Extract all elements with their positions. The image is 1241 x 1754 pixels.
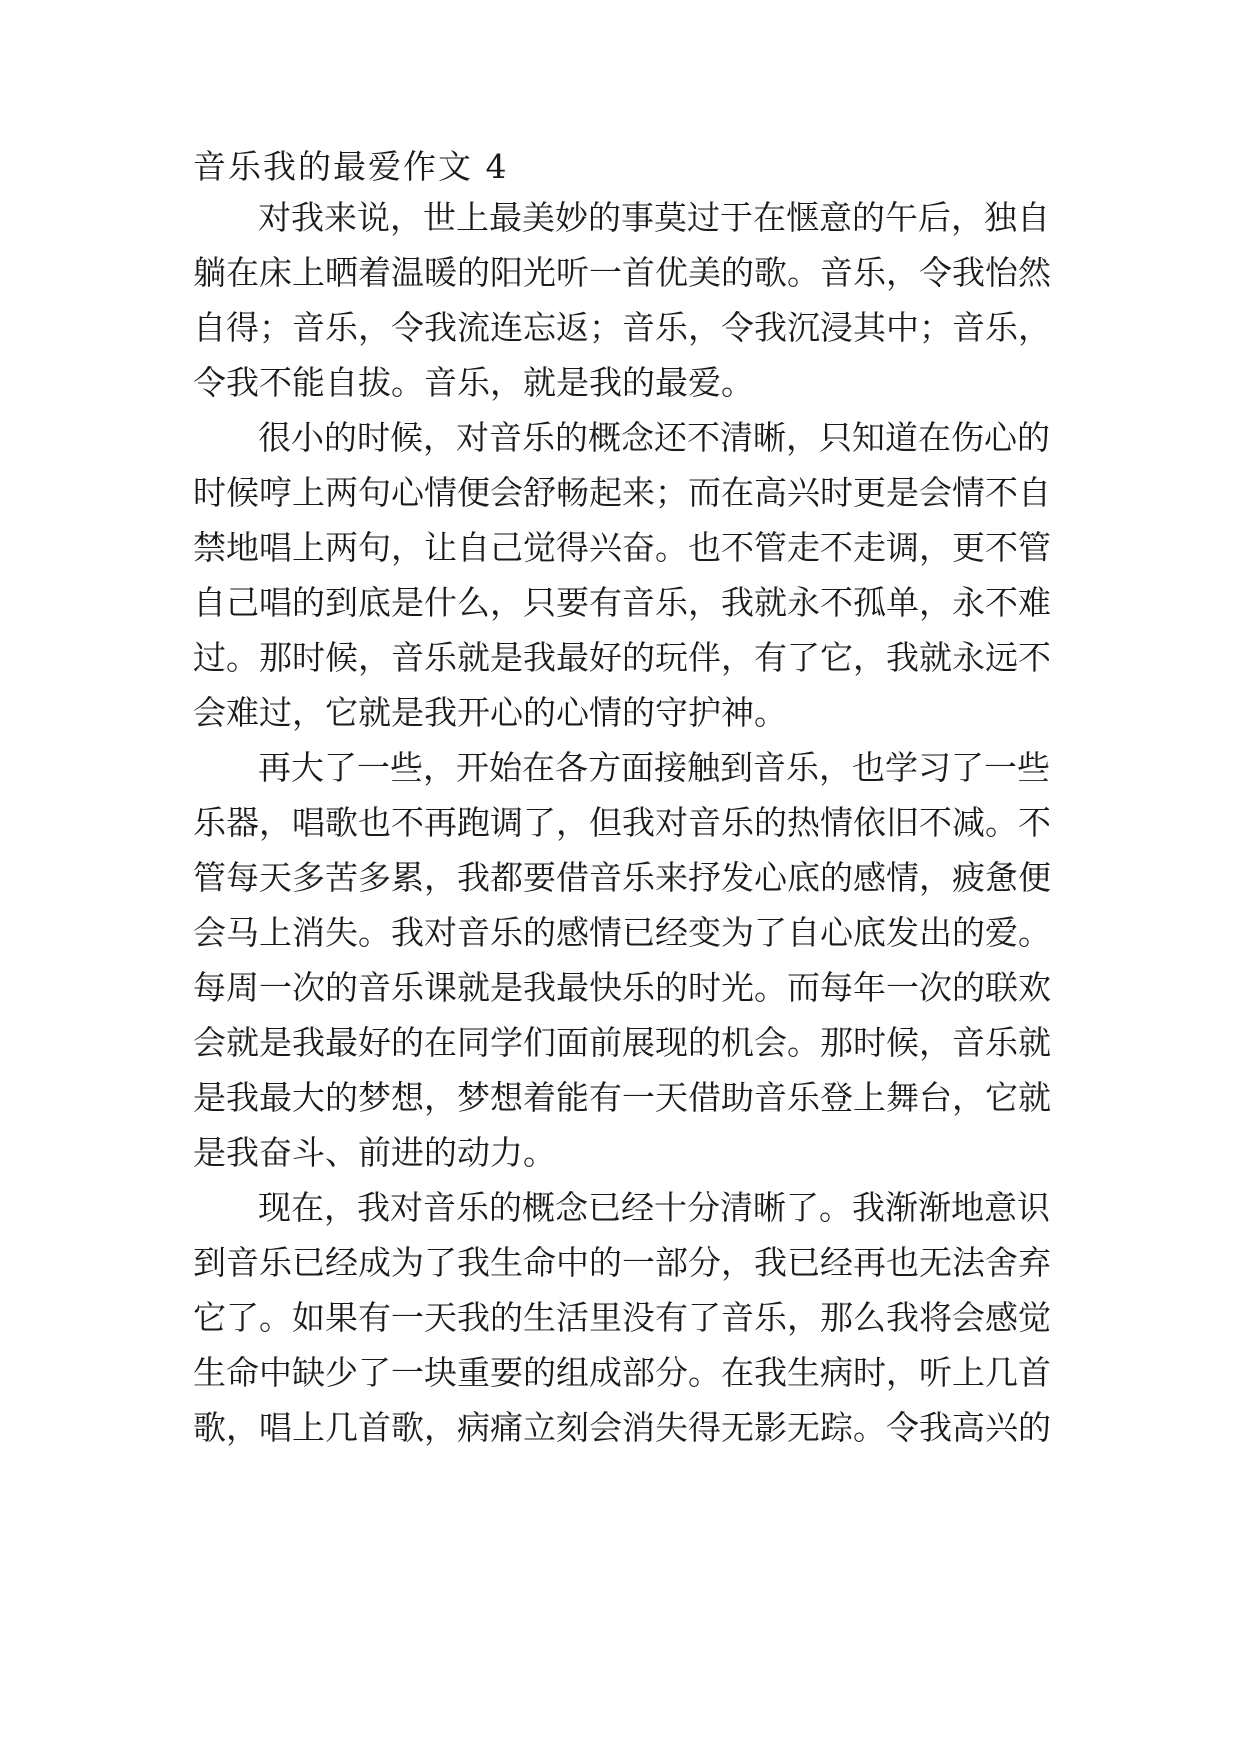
paragraph-2-line-3: 禁地唱上两句，让自己觉得兴奋。也不管走不走调，更不管: [193, 528, 1051, 567]
paragraph-1-line-4: 令我不能自拔。音乐，就是我的最爱。: [193, 363, 754, 402]
paragraph-2-line-4: 自己唱的到底是什么，只要有音乐，我就永不孤单，永不难: [193, 583, 1051, 622]
paragraph-3-line-1: 再大了一些，开始在各方面接触到音乐，也学习了一些: [258, 748, 1050, 787]
paragraph-3-line-3: 管每天多苦多累，我都要借音乐来抒发心底的感情，疲惫便: [193, 858, 1051, 897]
paragraph-3-line-8: 是我奋斗、前进的动力。: [193, 1133, 556, 1172]
paragraph-1-line-3: 自得；音乐，令我流连忘返；音乐，令我沉浸其中；音乐，: [193, 308, 1051, 347]
paragraph-3-line-6: 会就是我最好的在同学们面前展现的机会。那时候，音乐就: [193, 1023, 1051, 1062]
paragraph-2-line-2: 时候哼上两句心情便会舒畅起来；而在高兴时更是会情不自: [193, 473, 1051, 512]
paragraph-4-line-5: 歌，唱上几首歌，病痛立刻会消失得无影无踪。令我高兴的: [193, 1408, 1051, 1447]
paragraph-4-line-1: 现在，我对音乐的概念已经十分清晰了。我渐渐地意识: [258, 1188, 1050, 1227]
paragraph-3-line-7: 是我最大的梦想，梦想着能有一天借助音乐登上舞台，它就: [193, 1078, 1051, 1117]
paragraph-2-line-1: 很小的时候，对音乐的概念还不清晰，只知道在伤心的: [258, 418, 1050, 457]
document-title: 音乐我的最爱作文 4: [193, 147, 509, 186]
paragraph-3-line-2: 乐器，唱歌也不再跑调了，但我对音乐的热情依旧不减。不: [193, 803, 1051, 842]
paragraph-4-line-4: 生命中缺少了一块重要的组成部分。在我生病时，听上几首: [193, 1353, 1051, 1392]
paragraph-1-line-1: 对我来说，世上最美妙的事莫过于在惬意的午后，独自: [258, 198, 1050, 237]
paragraph-4-line-2: 到音乐已经成为了我生命中的一部分，我已经再也无法舍弃: [193, 1243, 1051, 1282]
paragraph-4-line-3: 它了。如果有一天我的生活里没有了音乐，那么我将会感觉: [193, 1298, 1051, 1337]
paragraph-2-line-5: 过。那时候，音乐就是我最好的玩伴，有了它，我就永远不: [193, 638, 1051, 677]
paragraph-3-line-4: 会马上消失。我对音乐的感情已经变为了自心底发出的爱。: [193, 913, 1051, 952]
paragraph-3-line-5: 每周一次的音乐课就是我最快乐的时光。而每年一次的联欢: [193, 968, 1051, 1007]
paragraph-2-line-6: 会难过，它就是我开心的心情的守护神。: [193, 693, 787, 732]
paragraph-1-line-2: 躺在床上晒着温暖的阳光听一首优美的歌。音乐，令我怡然: [193, 253, 1051, 292]
